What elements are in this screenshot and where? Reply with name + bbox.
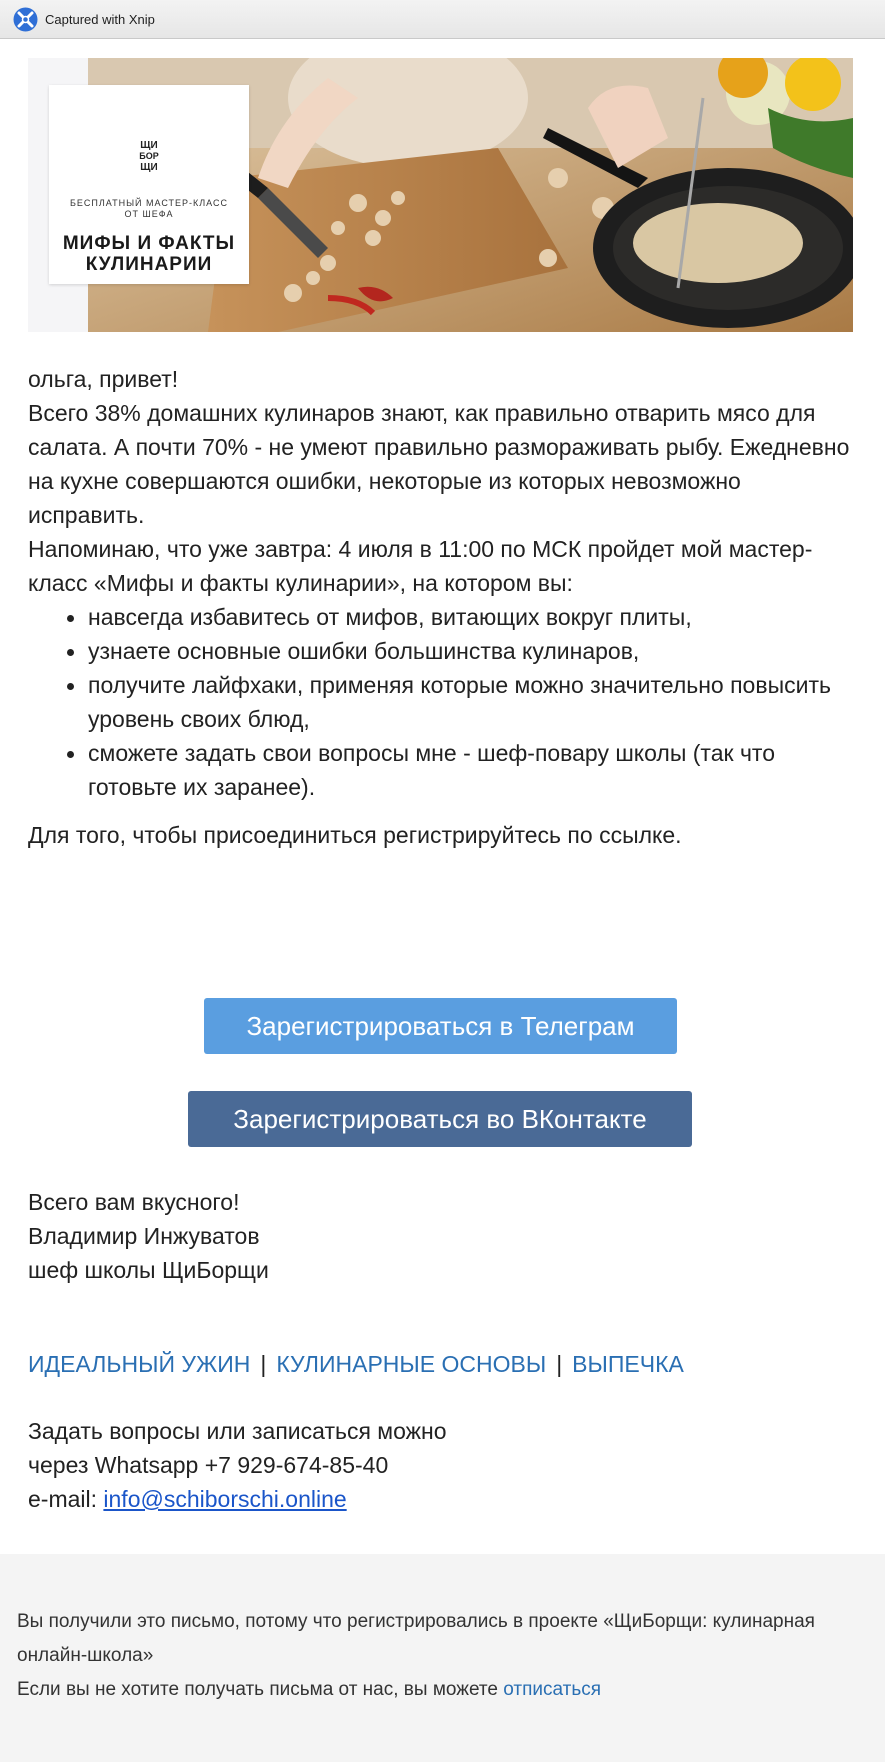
link-cooking-basics[interactable]: КУЛИНАРНЫЕ ОСНОВЫ [276,1351,547,1377]
hero-title-line-1: МИФЫ И ФАКТЫ [62,233,236,254]
register-vk-button[interactable]: Зарегистрироваться во ВКонтакте [188,1091,692,1147]
paragraph-reminder: Напоминаю, что уже завтра: 4 июля в 11:00 по МСК пройдет мой мастер-класс «Мифы и факты кулинарии», на котором вы: [28,536,813,596]
link-separator: | [556,1351,563,1377]
contacts-block [28,1414,728,1516]
hero-kicker-line-1: БЕСПЛАТНЫЙ МАСТЕР-КЛАСС [70,198,228,208]
hero-card [49,85,249,284]
list-item: навсегда избавитесь от мифов, витающих вокруг плиты, [28,600,858,634]
hero-kicker [49,198,249,220]
signoff [28,1185,628,1287]
link-separator: | [260,1351,267,1377]
hero-title-line-2: КУЛИНАРИИ [85,254,213,275]
list-item: узнаете основные ошибки большинства кулинаров, [28,634,858,668]
email-footer [0,1554,885,1762]
hero-kicker-line-2: ОТ ШЕФА [124,209,174,219]
window-titlebar [0,0,885,39]
email-body [28,362,858,852]
brand-line-1: ЩИ [140,140,158,151]
xnip-logo-icon [13,7,38,32]
brand-line-2: БОР [139,151,159,161]
category-links [28,1347,858,1381]
hero-banner [28,58,853,332]
contacts-line-1: Задать вопросы или записаться можно [28,1418,447,1444]
paragraph-stats: Всего 38% домашних кулинаров знают, как правильно отварить мясо для салата. А почти 70% - не умеют правильно размораживать рыбу. Ежедневно на кухне совершаются ошибки, некоторые из которых невозможно исправить. [28,400,850,528]
benefits-list [28,600,858,804]
footer-reason: Вы получили это письмо, потому что регистрировались в проекте «ЩиБорщи: кулинарная онлайн-школа» [17,1611,815,1666]
link-ideal-dinner[interactable]: ИДЕАЛЬНЫЙ УЖИН [28,1351,251,1377]
window-title: Captured with Xnip [45,12,155,27]
register-telegram-button[interactable]: Зарегистрироваться в Телеграм [204,998,677,1054]
hero-title [49,233,249,275]
email-label: e-mail: [28,1486,104,1512]
link-baking[interactable]: ВЫПЕЧКА [572,1351,684,1377]
list-item: получите лайфхаки, применяя которые можно значительно повысить уровень своих блюд, [28,668,858,736]
footer-unsubscribe-prefix: Если вы не хотите получать письма от нас, вы можете [17,1679,504,1700]
brand-logo [135,138,163,172]
footer-unsubscribe-row [17,1673,867,1707]
signoff-author: Владимир Инжуватов [28,1223,260,1249]
email-link[interactable]: info@schiborschi.online [103,1486,347,1512]
signoff-line-1: Всего вам вкусного! [28,1189,240,1215]
list-item: сможете задать свои вопросы мне - шеф-повару школы (так что готовьте их заранее). [28,736,858,804]
brand-line-3: ЩИ [140,162,158,172]
contacts-whatsapp: через Whatsapp +7 929-674-85-40 [28,1452,389,1478]
greeting: ольга, привет! [28,366,179,392]
contacts-email-row [28,1482,728,1516]
cta-text: Для того, чтобы присоединиться регистрируйтесь по ссылке. [28,822,682,848]
footer-text [17,1605,867,1707]
unsubscribe-link[interactable]: отписаться [503,1679,602,1700]
signoff-role: шеф школы ЩиБорщи [28,1257,269,1283]
